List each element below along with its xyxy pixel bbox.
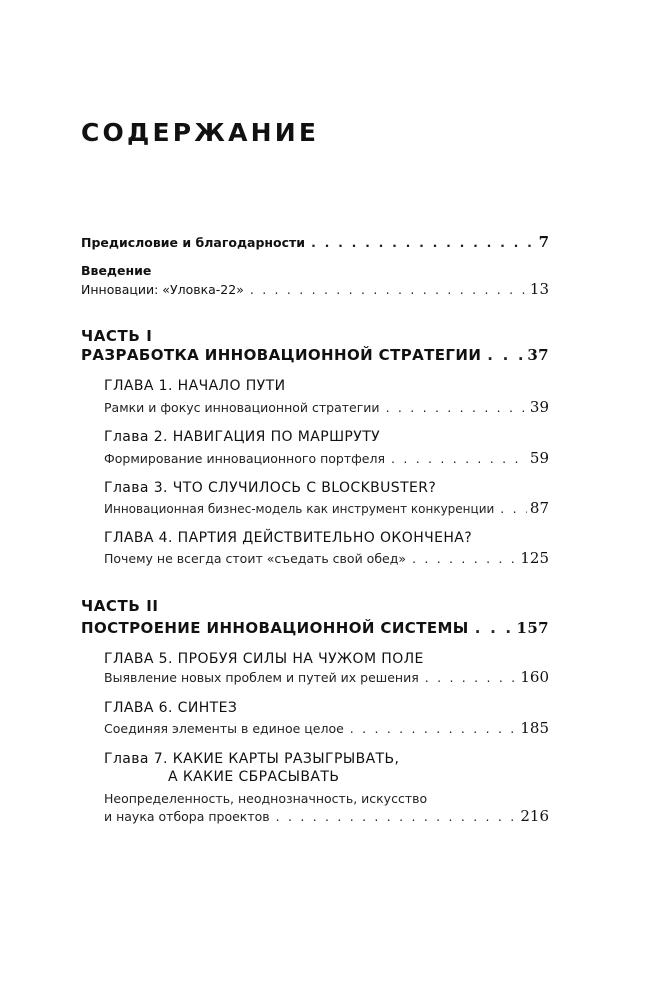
toc-entry-label: и наука отбора проектов <box>104 809 270 824</box>
dot-leader <box>250 281 527 299</box>
chapter-5-entry[interactable] <box>104 668 549 687</box>
dot-leader <box>487 345 524 365</box>
toc-entry-label: Инновации: «Уловка-22» <box>81 282 244 297</box>
dot-leader <box>311 234 536 252</box>
chapter-3-heading: Глава 3. ЧТО СЛУЧИЛОСЬ С BLOCKBUSTER? <box>104 480 437 496</box>
toc-page-number: 160 <box>520 668 549 686</box>
toc-entry-label: Формирование инновационного портфеля <box>104 451 385 466</box>
chapter-7-heading-line2: А КАКИЕ СБРАСЫВАТЬ <box>168 769 340 785</box>
chapter-7-heading: Глава 7. КАКИЕ КАРТЫ РАЗЫГРЫВАТЬ, <box>104 751 400 767</box>
dot-leader <box>425 669 518 687</box>
dot-leader <box>412 550 517 568</box>
toc-page-number: 7 <box>538 233 549 251</box>
toc-entry-introduction[interactable] <box>81 280 549 299</box>
toc-page-number: 59 <box>529 449 549 467</box>
toc-entry-label: Выявление новых проблем и путей их решения <box>104 670 419 685</box>
toc-page-number: 157 <box>516 619 549 637</box>
chapter-4-heading: ГЛАВА 4. ПАРТИЯ ДЕЙСТВИТЕЛЬНО ОКОНЧЕНА? <box>104 530 473 546</box>
toc-entry-label: Инновационная бизнес-модель как инструмент конкуренции <box>104 502 495 516</box>
chapter-3-entry[interactable] <box>104 499 549 518</box>
dot-leader <box>276 808 518 826</box>
toc-page-number: 125 <box>520 549 549 567</box>
dot-leader <box>350 720 518 738</box>
toc-page-number: 87 <box>529 499 549 517</box>
chapter-2-heading: Глава 2. НАВИГАЦИЯ ПО МАРШРУТУ <box>104 429 381 445</box>
part-heading-text: ПОСТРОЕНИЕ ИННОВАЦИОННОЙ СИСТЕМЫ <box>81 619 469 637</box>
chapter-7-subtitle-line1: Неопределенность, неоднозначность, искусство <box>104 791 428 806</box>
chapter-1-entry[interactable] <box>104 398 549 417</box>
toc-page-number: 13 <box>529 280 549 298</box>
toc-page-number: 216 <box>520 807 549 825</box>
part-heading-text: РАЗРАБОТКА ИННОВАЦИОННОЙ СТРАТЕГИИ <box>81 346 482 364</box>
dot-leader <box>386 399 527 417</box>
chapter-2-entry[interactable] <box>104 449 549 468</box>
dot-leader <box>500 500 527 518</box>
toc-entry-label: Предисловие и благодарности <box>81 235 306 250</box>
chapter-7-entry[interactable] <box>104 807 549 826</box>
chapter-4-entry[interactable] <box>104 549 549 568</box>
toc-page-number: 185 <box>520 719 549 737</box>
chapter-6-heading: ГЛАВА 6. СИНТЕЗ <box>104 700 238 716</box>
toc-entry-label: Рамки и фокус инновационной стратегии <box>104 400 380 415</box>
chapter-5-heading: ГЛАВА 5. ПРОБУЯ СИЛЫ НА ЧУЖОМ ПОЛЕ <box>104 651 424 667</box>
toc-entry-label: Соединяя элементы в единое целое <box>104 721 344 736</box>
dot-leader <box>475 618 514 638</box>
chapter-1-heading: ГЛАВА 1. НАЧАЛО ПУТИ <box>104 378 286 394</box>
part-1-label: ЧАСТЬ I <box>81 327 153 345</box>
chapter-6-entry[interactable] <box>104 719 549 738</box>
part-2-heading[interactable] <box>81 618 549 638</box>
dot-leader <box>391 450 527 468</box>
toc-page-number: 39 <box>529 398 549 416</box>
page-title: СОДЕРЖАНИЕ <box>81 118 320 147</box>
toc-entry-label: Почему не всегда стоит «съедать свой обед» <box>104 551 407 566</box>
toc-heading-introduction: Введение <box>81 263 152 278</box>
toc-entry-preface[interactable] <box>81 233 549 252</box>
part-1-heading[interactable] <box>81 345 549 365</box>
toc-page-number: 37 <box>527 346 549 364</box>
part-2-label: ЧАСТЬ II <box>81 597 159 615</box>
